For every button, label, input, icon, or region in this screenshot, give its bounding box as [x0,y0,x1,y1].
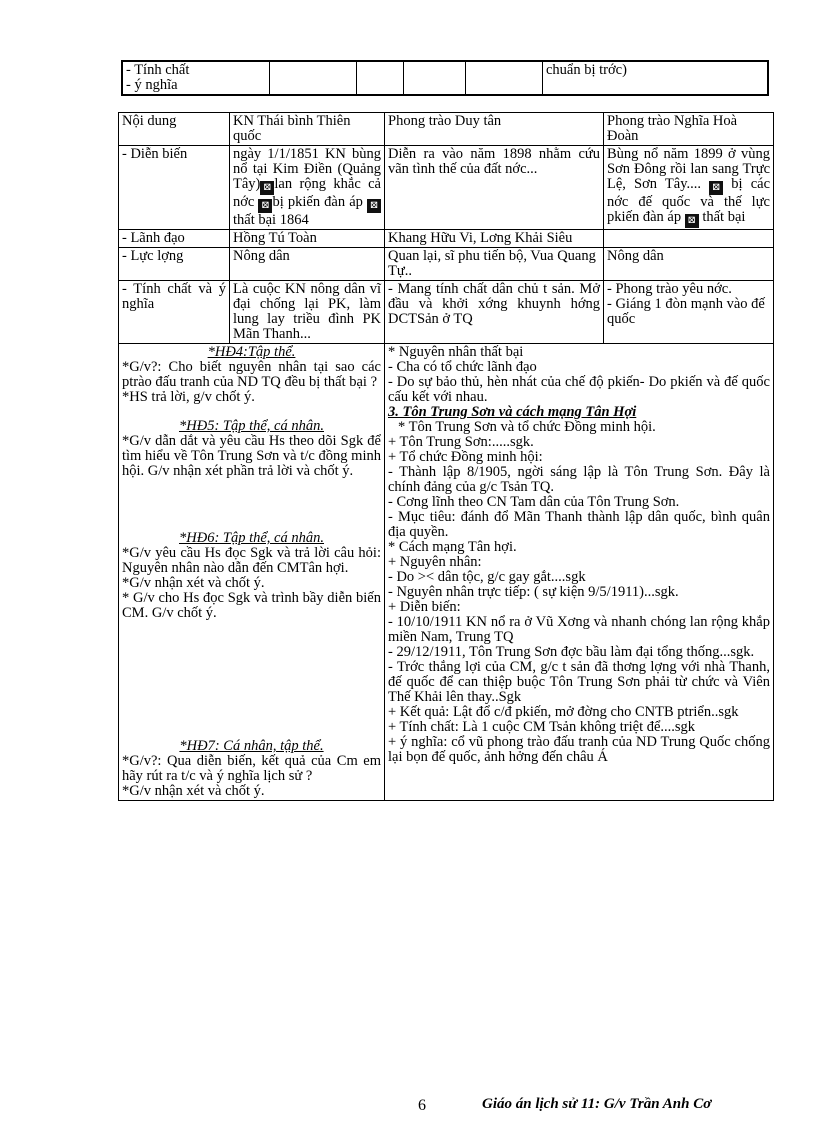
hd4-question: *G/v?: Cho biết nguyên nhân tại sao các ptrào đấu tranh của ND TQ đều bị thất bại ? [122,359,381,390]
boxed-arrow-icon: ⊠ [709,181,723,195]
rc-l14: - Nguyên nhân trực tiếp: ( sự kiện 9/5/1911)...sgk. [388,584,679,600]
header-nghia-hoa-doan: Phong trào Nghĩa Hoà Đoàn [604,113,774,146]
hd5-title: *HĐ5: Tập thể, cá nhân. [179,418,324,434]
rc-l6: + Tôn Trung Sơn:.....sgk. [388,434,534,450]
cell-dien-bien-thai-binh [230,146,385,230]
label-luc-luong: - Lực lợng [119,248,230,281]
label-lanh-dao: - Lãnh đạo [119,230,230,248]
boxed-arrow-icon: ⊠ [367,199,381,213]
row-tinh-chat [119,281,774,344]
header-row [119,113,774,146]
rc-l8: - Thành lập 8/1905, ngời sáng lập là Tôn Trung Sơn. Đây là chính đảng của g/c Tsản TQ. [388,464,770,495]
top-table [121,60,769,96]
rc-l19: + Kết quả: Lật đổ c/đ pkiến, mở đờng cho CNTB ptriển..sgk [388,704,739,720]
top-cell-empty-2 [357,61,404,95]
row-luc-luong [119,248,774,281]
top-cell-empty-3 [404,61,466,95]
top-cell-empty-4 [466,61,543,95]
hd7-question: *G/v?: Qua diễn biến, kết quả của Cm em hãy rút ra t/c và ý nghĩa lịch sử ? [122,753,381,784]
dien-bien-text-b: lan rộng khắc cả nớc [233,176,381,210]
rc-l9: - Cơng lĩnh theo CN Tam dân của Tôn Trung Sơn. [388,494,680,510]
cell-tinh-chat-2: - Mang tính chất dân chủ t sản. Mở đầu và khởi xớng khuynh hớng DCTSản ở TQ [385,281,604,344]
rc-l15: + Diễn biến: [388,599,461,615]
top-cell-chuan-bi: chuẩn bị trớc) [543,61,769,95]
label-dien-bien: - Diễn biến [119,146,230,230]
hd6-question: *G/v yêu cầu Hs đọc Sgk và trả lời câu hỏi: Nguyên nhân nào dẫn đến CMTân hợi. [122,545,381,576]
top-cell-tinh-chat: - Tính chất - ý nghĩa [122,61,270,95]
rc-l18: - Trớc thắng lợi của CM, g/c t sản đã thơng lợng với nhà Thanh, đế quốc để can thiệp buộc Tôn Trung Sơn phải từ chức và Viên Thế Khải lên thay..Sgk [388,659,770,705]
tinh-chat-3a: - Phong trào yêu nớc. [607,281,732,297]
cell-dien-bien-duy-tan: Diễn ra vào năm 1898 nhằm cứu vãn tình thế của đất nớc... [385,146,604,230]
nghia-hoa-text-a: Bùng nổ năm 1899 ở vùng Sơn Đông rồi lan sang Trực Lệ, Sơn Tây.... [607,146,770,192]
dien-bien-text-c: bị pkiến đàn áp [272,194,363,210]
rc-l21: + ý nghĩa: cổ vũ phong trào đấu tranh của ND Trung Quốc chống lại bọn đế quốc, ảnh hởng đến châu Á [388,734,770,765]
cell-tinh-chat-1: Là cuộc KN nông dân vĩ đại chống lại PK, làm lung lay triều đình PK Mãn Thanh... [230,281,385,344]
rc-l5: * Tôn Trung Sơn và tổ chức Đồng minh hội. [398,419,656,435]
hd4-title: *HĐ4:Tập thể. [207,344,296,360]
label-tinh-chat: - Tính chất và ý nghĩa [119,281,230,344]
dien-bien-text-d: thất bại 1864 [233,212,309,228]
rc-l16: - 10/10/1911 KN nổ ra ở Vũ Xơng và nhanh chóng lan rộng khắp miền Nam, Trung TQ [388,614,770,645]
rc-l20: + Tính chất: Là 1 cuộc CM Tsản không triệt để....sgk [388,719,696,735]
rc-l3: - Do sự bảo thủ, hèn nhát của chế độ pkiến- Do pkiến và đế quốc cấu kết với nhau. [388,374,770,405]
hd4-answer: *HS trả lời, g/v chốt ý. [122,389,255,405]
footer-note: Giáo án lịch sử 11: G/v Trần Anh Cơ [482,1096,712,1112]
hd6-title: *HĐ6: Tập thể, cá nhân. [179,530,324,546]
row-activities [119,344,774,801]
hd6-b: * G/v cho Hs đọc Sgk và trình bầy diễn biến CM. G/v chốt ý. [122,590,381,621]
cell-luc-luong-2: Quan lại, sĩ phu tiến bộ, Vua Quang Tự.. [385,248,604,281]
boxed-arrow-icon: ⊠ [260,181,274,195]
rc-l2: - Cha có tổ chức lãnh đạo [388,359,537,375]
rc-l17: - 29/12/1911, Tôn Trung Sơn đợc bầu làm đại tổng thống...sgk. [388,644,755,660]
cell-luc-luong-1: Nông dân [230,248,385,281]
cell-tinh-chat-3 [604,281,774,344]
hd6-answer: *G/v nhận xét và chốt ý. [122,575,265,591]
rc-l12: + Nguyên nhân: [388,554,482,570]
hd7-answer: *G/v nhận xét và chốt ý. [122,783,265,799]
main-table [118,112,774,801]
row-dien-bien [119,146,774,230]
rc-l11: * Cách mạng Tân hợi. [388,539,517,555]
row-lanh-dao [119,230,774,248]
rc-l1: * Nguyên nhân thất bại [388,344,524,360]
top-cell-empty-1 [270,61,357,95]
cell-lanh-dao-3 [604,230,774,248]
rc-l10: - Mục tiêu: đánh đổ Mãn Thanh thành lập dân quốc, bình quân địa quyền. [388,509,770,540]
hd5-text: *G/v dẫn dắt và yêu cầu Hs theo dõi Sgk để tìm hiểu về Tôn Trung Sơn và t/c đồng minh hội. G/v nhận xét phần trả lời và chốt ý. [122,433,381,479]
rc-l13: - Do >< dân tộc, g/c gay gắt....sgk [388,569,586,585]
cell-lanh-dao-1: Hồng Tú Toàn [230,230,385,248]
nghia-hoa-text-b: bị các nớc đế quốc và thế lực pkiến đàn áp [607,176,771,225]
page-number: 6 [418,1097,426,1114]
header-duy-tan: Phong trào Duy tân [385,113,604,146]
rc-l4-heading: 3. Tôn Trung Sơn và cách mạng Tân Hợi [388,404,637,420]
nghia-hoa-text-c: thất bại [702,209,746,225]
cell-lanh-dao-2: Khang Hữu Vi, Lơng Khải Siêu [385,230,604,248]
dien-bien-text-a: ngày 1/1/1851 KN bùng nổ tại Kim Điền (Quảng Tây) [233,146,381,192]
left-activities [119,344,385,801]
header-noi-dung: Nội dung [119,113,230,146]
right-content [385,344,774,801]
boxed-arrow-icon: ⊠ [685,214,699,228]
hd7-title: *HĐ7: Cá nhân, tập thể. [179,738,324,754]
cell-dien-bien-nghia-hoa [604,146,774,230]
boxed-arrow-icon: ⊠ [258,199,272,213]
cell-luc-luong-3: Nông dân [604,248,774,281]
rc-l7: + Tổ chức Đồng minh hội: [388,449,543,465]
header-thai-binh: KN Thái bình Thiên quốc [230,113,385,146]
tinh-chat-3b: - Giáng 1 đòn mạnh vào đế quốc [607,296,765,327]
